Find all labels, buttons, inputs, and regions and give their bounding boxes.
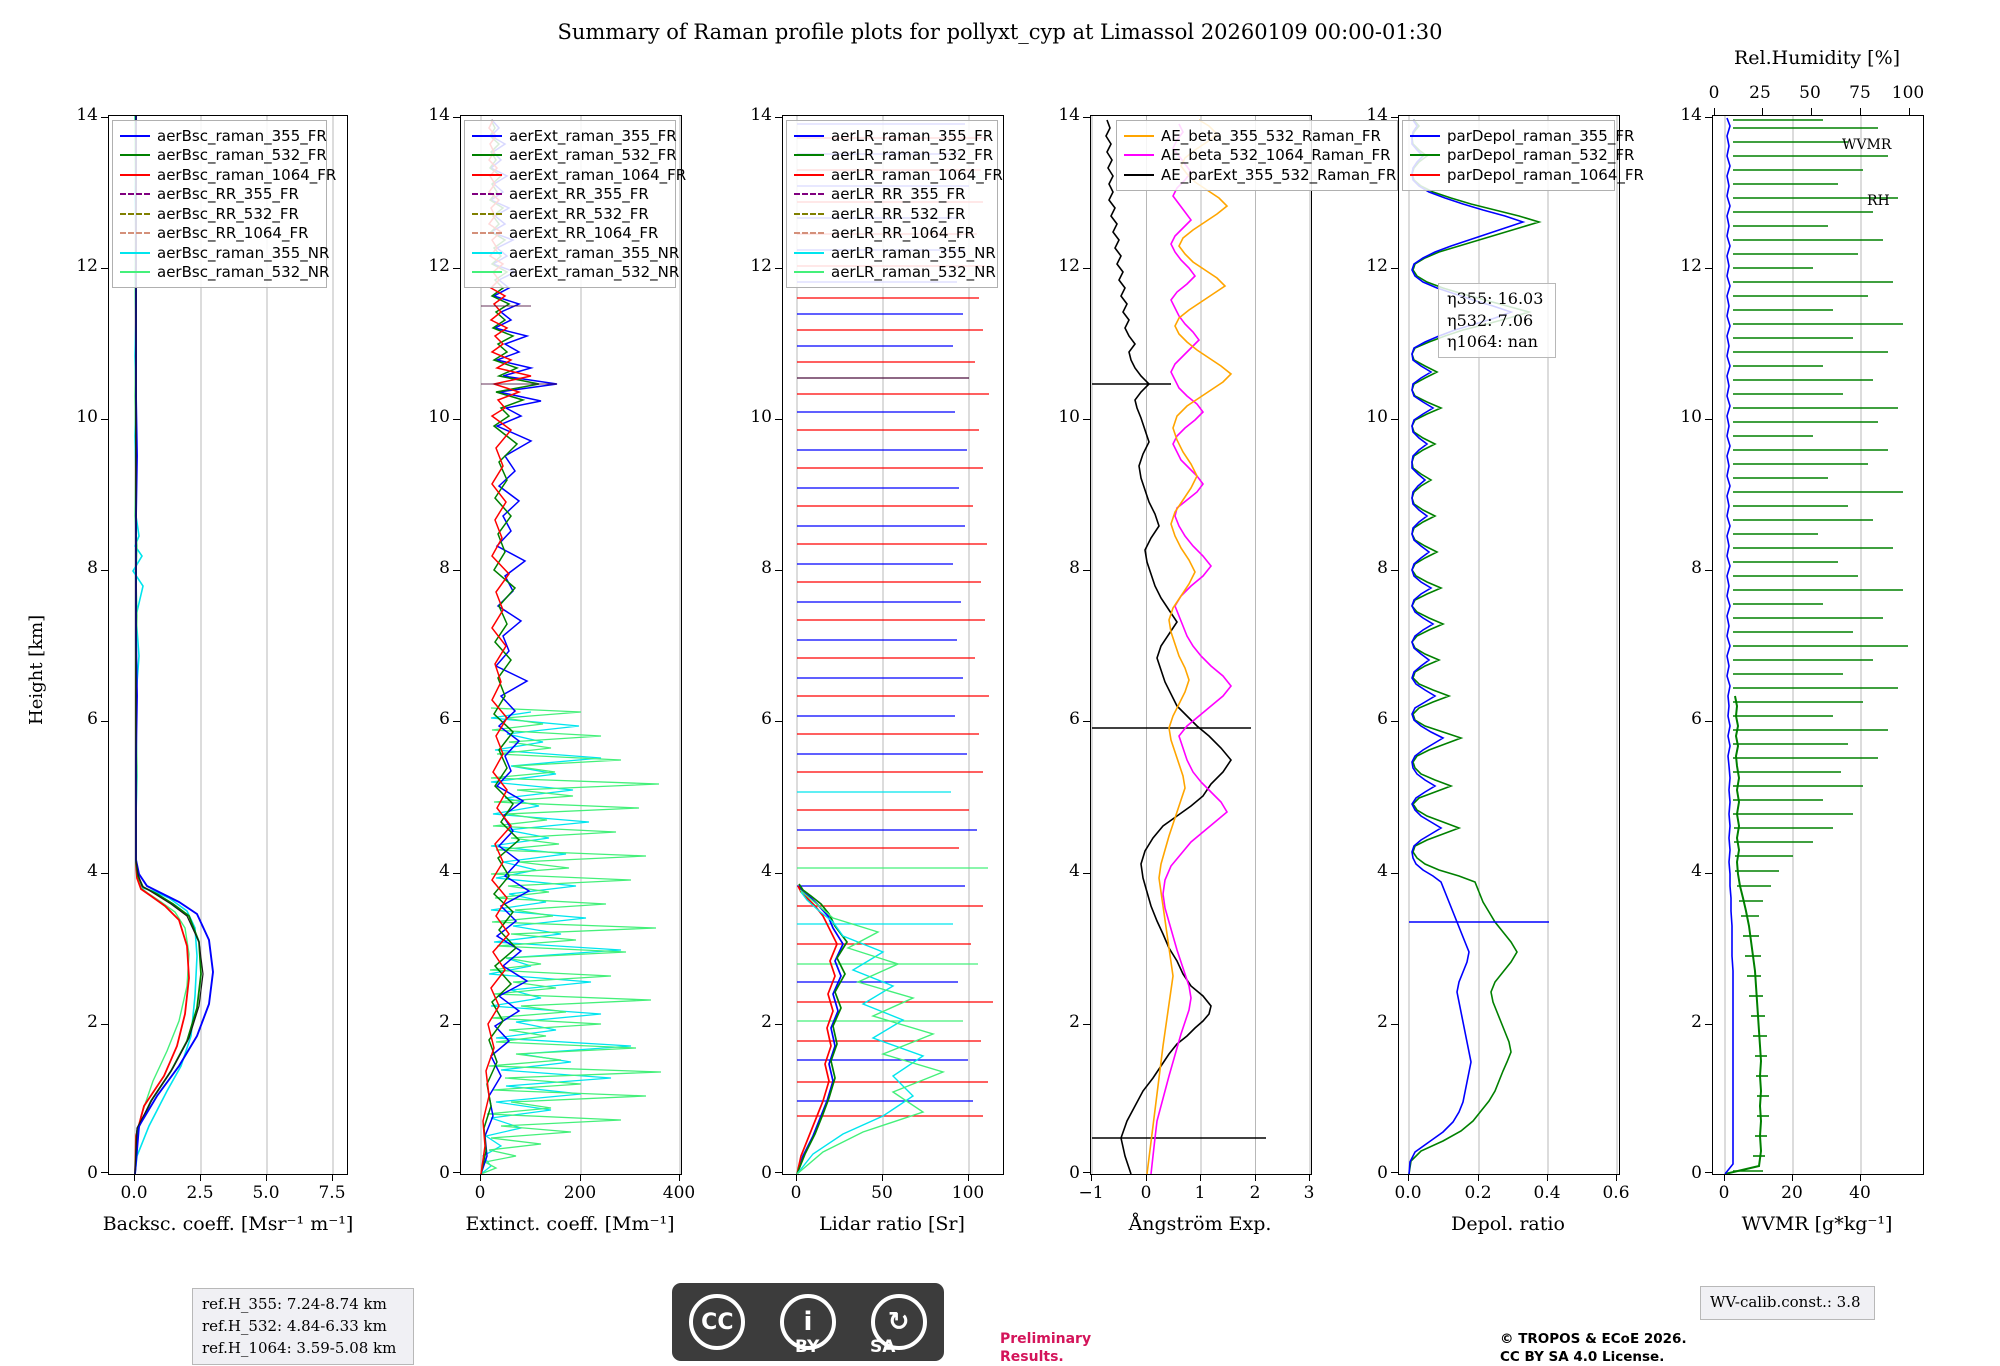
y-tick-backscatter: 6 bbox=[87, 709, 98, 729]
wvmr-inplot-label: WVMR bbox=[1842, 137, 1892, 153]
y-tick-lidar-ratio: 10 bbox=[750, 407, 772, 427]
y-tick-depol-ratio: 8 bbox=[1377, 558, 1388, 578]
x-tick-rh-top: 0 bbox=[1708, 83, 1720, 103]
y-tick-extinction: 6 bbox=[439, 709, 450, 729]
y-tick-angstrom: 14 bbox=[1058, 105, 1080, 125]
x-tick-angstrom: 3 bbox=[1303, 1183, 1315, 1203]
rh-inplot-label: RH bbox=[1867, 193, 1890, 209]
x-tick-angstrom: 2 bbox=[1249, 1183, 1261, 1203]
y-tick-backscatter: 0 bbox=[87, 1163, 98, 1183]
tropos-line-1: © TROPOS & ECoE 2026. bbox=[1500, 1331, 1687, 1347]
legend-label: aerLR_RR_355_FR bbox=[831, 185, 966, 204]
x-tick-rh-top: 25 bbox=[1749, 83, 1771, 103]
y-tick-depol-ratio: 6 bbox=[1377, 709, 1388, 729]
legend-label: aerBsc_raman_355_NR bbox=[157, 243, 330, 262]
y-tick-wvmr-rh: 2 bbox=[1691, 1012, 1702, 1032]
y-tick-depol-ratio: 10 bbox=[1366, 407, 1388, 427]
legend-label: aerLR_raman_532_NR bbox=[831, 263, 996, 282]
reference-height-box bbox=[192, 1288, 414, 1365]
legend-label: aerExt_raman_532_FR bbox=[509, 146, 677, 165]
x-axis-label-angstrom: Ångström Exp. bbox=[1128, 1213, 1272, 1235]
legend-lidar-ratio bbox=[786, 120, 1003, 288]
x-tick-lidar-ratio: 50 bbox=[871, 1183, 893, 1203]
cc-by-label: BY bbox=[795, 1337, 820, 1357]
legend-angstrom bbox=[1116, 120, 1398, 191]
y-tick-lidar-ratio: 12 bbox=[750, 256, 772, 276]
legend-label: parDepol_raman_532_FR bbox=[1447, 146, 1635, 165]
eta-annotation-box bbox=[1438, 283, 1556, 358]
x-tick-wvmr: 20 bbox=[1781, 1183, 1803, 1203]
legend-label: aerLR_RR_1064_FR bbox=[831, 224, 975, 243]
y-tick-angstrom: 4 bbox=[1069, 861, 1080, 881]
x-tick-angstrom: 0 bbox=[1140, 1183, 1152, 1203]
x-tick-backscatter: 2.5 bbox=[186, 1183, 214, 1203]
plot-area-angstrom bbox=[1090, 115, 1312, 1175]
legend-label: aerExt_raman_355_NR bbox=[509, 243, 680, 262]
x-tick-wvmr: 40 bbox=[1849, 1183, 1871, 1203]
legend-label: aerBsc_RR_532_FR bbox=[157, 204, 299, 223]
plot-area-depol-ratio bbox=[1398, 115, 1620, 1175]
panel-depol-ratio bbox=[1366, 105, 1644, 1235]
y-tick-backscatter: 14 bbox=[76, 105, 98, 125]
x-tick-backscatter: 7.5 bbox=[318, 1183, 346, 1203]
page-title: Summary of Raman profile plots for pollyxt_cyp at Limassol 20260109 00:00-01:30 bbox=[557, 20, 1443, 44]
x-tick-angstrom: 1 bbox=[1194, 1183, 1206, 1203]
y-tick-angstrom: 12 bbox=[1058, 256, 1080, 276]
x-tick-backscatter: 5.0 bbox=[252, 1183, 280, 1203]
y-tick-extinction: 12 bbox=[428, 256, 450, 276]
legend-label: aerExt_raman_532_NR bbox=[509, 263, 680, 282]
cc-by-icon: i bbox=[780, 1294, 836, 1350]
panel-extinction bbox=[428, 105, 696, 1235]
y-tick-depol-ratio: 0 bbox=[1377, 1163, 1388, 1183]
y-axis-label: Height [km] bbox=[26, 614, 47, 725]
y-tick-lidar-ratio: 14 bbox=[750, 105, 772, 125]
legend-label: aerBsc_RR_1064_FR bbox=[157, 224, 309, 243]
y-tick-backscatter: 10 bbox=[76, 407, 98, 427]
legend-label: aerExt_raman_355_FR bbox=[509, 126, 677, 145]
y-tick-lidar-ratio: 4 bbox=[761, 861, 772, 881]
x-tick-angstrom: −1 bbox=[1078, 1183, 1104, 1203]
tropos-copyright bbox=[1500, 1330, 1687, 1366]
x-tick-depol-ratio: 0.4 bbox=[1533, 1183, 1561, 1203]
legend-label: aerBsc_raman_1064_FR bbox=[157, 165, 337, 184]
panel-lidar-ratio bbox=[750, 105, 1004, 1235]
y-tick-angstrom: 6 bbox=[1069, 709, 1080, 729]
x-tick-rh-top: 50 bbox=[1799, 83, 1821, 103]
legend-label: AE_parExt_355_532_Raman_FR bbox=[1161, 165, 1397, 184]
y-tick-extinction: 14 bbox=[428, 105, 450, 125]
ref-h-1064: ref.H_1064: 3.59-5.08 km bbox=[202, 1338, 397, 1357]
legend-label: parDepol_raman_355_FR bbox=[1447, 126, 1635, 145]
y-tick-angstrom: 8 bbox=[1069, 558, 1080, 578]
y-tick-wvmr-rh: 6 bbox=[1691, 709, 1702, 729]
ref-h-532: ref.H_532: 4.84-6.33 km bbox=[202, 1316, 387, 1335]
legend-label: aerExt_raman_1064_FR bbox=[509, 165, 687, 184]
y-tick-angstrom: 2 bbox=[1069, 1012, 1080, 1032]
x-tick-depol-ratio: 0.0 bbox=[1394, 1183, 1422, 1203]
legend-label: aerExt_RR_1064_FR bbox=[509, 224, 659, 243]
x-axis-label-lidar-ratio: Lidar ratio [Sr] bbox=[819, 1213, 965, 1235]
x-axis-label-depol-ratio: Depol. ratio bbox=[1451, 1213, 1565, 1235]
y-tick-backscatter: 2 bbox=[87, 1012, 98, 1032]
eta-355: η355: 16.03 bbox=[1447, 289, 1544, 308]
y-tick-depol-ratio: 12 bbox=[1366, 256, 1388, 276]
y-tick-wvmr-rh: 0 bbox=[1691, 1163, 1702, 1183]
legend-label: AE_beta_532_1064_Raman_FR bbox=[1161, 146, 1391, 165]
legend-label: aerLR_RR_532_FR bbox=[831, 204, 966, 223]
legend-label: AE_beta_355_532_Raman_FR bbox=[1161, 126, 1381, 145]
eta-532: η532: 7.06 bbox=[1447, 310, 1534, 330]
y-tick-backscatter: 8 bbox=[87, 558, 98, 578]
legend-label: aerLR_raman_355_FR bbox=[831, 126, 994, 145]
y-tick-extinction: 10 bbox=[428, 407, 450, 427]
x-axis-label-wvmr: WVMR [g*kg⁻¹] bbox=[1741, 1213, 1893, 1235]
y-tick-angstrom: 0 bbox=[1069, 1163, 1080, 1183]
legend-backscatter bbox=[112, 120, 337, 288]
cc-sa-icon: ↻ bbox=[871, 1294, 927, 1350]
plot-area-wvmr-rh bbox=[1712, 115, 1924, 1175]
y-tick-extinction: 8 bbox=[439, 558, 450, 578]
x-axis-label-backscatter: Backsc. coeff. [Msr⁻¹ m⁻¹] bbox=[102, 1213, 354, 1235]
legend-label: aerBsc_raman_355_FR bbox=[157, 126, 327, 145]
wv-calib-box bbox=[1700, 1286, 1875, 1320]
cc-mark-icon: CC bbox=[689, 1294, 745, 1350]
preliminary-notice bbox=[1000, 1330, 1091, 1366]
y-tick-lidar-ratio: 0 bbox=[761, 1163, 772, 1183]
legend-extinction bbox=[464, 120, 687, 288]
y-tick-extinction: 0 bbox=[439, 1163, 450, 1183]
x-tick-extinction: 200 bbox=[563, 1183, 597, 1203]
y-tick-wvmr-rh: 8 bbox=[1691, 558, 1702, 578]
panel-backscatter bbox=[26, 105, 354, 1235]
x-tick-wvmr: 0 bbox=[1718, 1183, 1730, 1203]
x-tick-extinction: 400 bbox=[662, 1183, 696, 1203]
preliminary-line-1: Preliminary bbox=[1000, 1331, 1092, 1347]
y-tick-lidar-ratio: 8 bbox=[761, 558, 772, 578]
ref-h-355: ref.H_355: 7.24-8.74 km bbox=[202, 1295, 387, 1313]
y-tick-depol-ratio: 2 bbox=[1377, 1012, 1388, 1032]
legend-label: aerExt_RR_355_FR bbox=[509, 185, 649, 204]
panel-wvmr-rh bbox=[1680, 47, 1925, 1235]
legend-label: aerLR_raman_532_FR bbox=[831, 146, 994, 165]
legend-depol-ratio bbox=[1402, 120, 1644, 191]
y-tick-wvmr-rh: 4 bbox=[1691, 861, 1702, 881]
x-tick-rh-top: 100 bbox=[1891, 83, 1925, 103]
legend-label: aerLR_raman_1064_FR bbox=[831, 165, 1003, 184]
top-axis-label-rh: Rel.Humidity [%] bbox=[1733, 47, 1901, 69]
legend-label: aerExt_RR_532_FR bbox=[509, 204, 649, 223]
eta-1064: η1064: nan bbox=[1447, 332, 1538, 352]
y-tick-backscatter: 12 bbox=[76, 256, 98, 276]
y-tick-wvmr-rh: 14 bbox=[1680, 105, 1702, 125]
y-tick-lidar-ratio: 2 bbox=[761, 1012, 772, 1032]
x-axis-label-extinction: Extinct. coeff. [Mm⁻¹] bbox=[465, 1213, 675, 1235]
y-tick-angstrom: 10 bbox=[1058, 407, 1080, 427]
y-tick-extinction: 2 bbox=[439, 1012, 450, 1032]
x-tick-depol-ratio: 0.2 bbox=[1464, 1183, 1492, 1203]
y-tick-lidar-ratio: 6 bbox=[761, 709, 772, 729]
wv-calib-const: WV-calib.const.: 3.8 bbox=[1710, 1293, 1861, 1311]
x-tick-extinction: 0 bbox=[474, 1183, 486, 1203]
y-tick-wvmr-rh: 10 bbox=[1680, 407, 1702, 427]
legend-label: aerBsc_RR_355_FR bbox=[157, 185, 299, 204]
legend-label: parDepol_raman_1064_FR bbox=[1447, 165, 1644, 184]
y-tick-extinction: 4 bbox=[439, 861, 450, 881]
x-tick-lidar-ratio: 0 bbox=[790, 1183, 802, 1203]
x-tick-backscatter: 0.0 bbox=[120, 1183, 148, 1203]
y-tick-backscatter: 4 bbox=[87, 861, 98, 881]
legend-label: aerLR_raman_355_NR bbox=[831, 243, 996, 262]
tropos-line-2: CC BY SA 4.0 License. bbox=[1500, 1349, 1665, 1366]
x-tick-rh-top: 75 bbox=[1849, 83, 1871, 103]
y-tick-wvmr-rh: 12 bbox=[1680, 256, 1702, 276]
x-tick-lidar-ratio: 100 bbox=[951, 1183, 985, 1203]
cc-sa-label: SA bbox=[870, 1337, 896, 1357]
legend-label: aerBsc_raman_532_NR bbox=[157, 263, 330, 282]
x-tick-depol-ratio: 0.6 bbox=[1602, 1183, 1630, 1203]
panel-angstrom bbox=[1058, 105, 1397, 1235]
y-tick-depol-ratio: 14 bbox=[1366, 105, 1388, 125]
legend-label: aerBsc_raman_532_FR bbox=[157, 146, 327, 165]
preliminary-line-2: Results. bbox=[1000, 1349, 1064, 1366]
y-tick-depol-ratio: 4 bbox=[1377, 861, 1388, 881]
